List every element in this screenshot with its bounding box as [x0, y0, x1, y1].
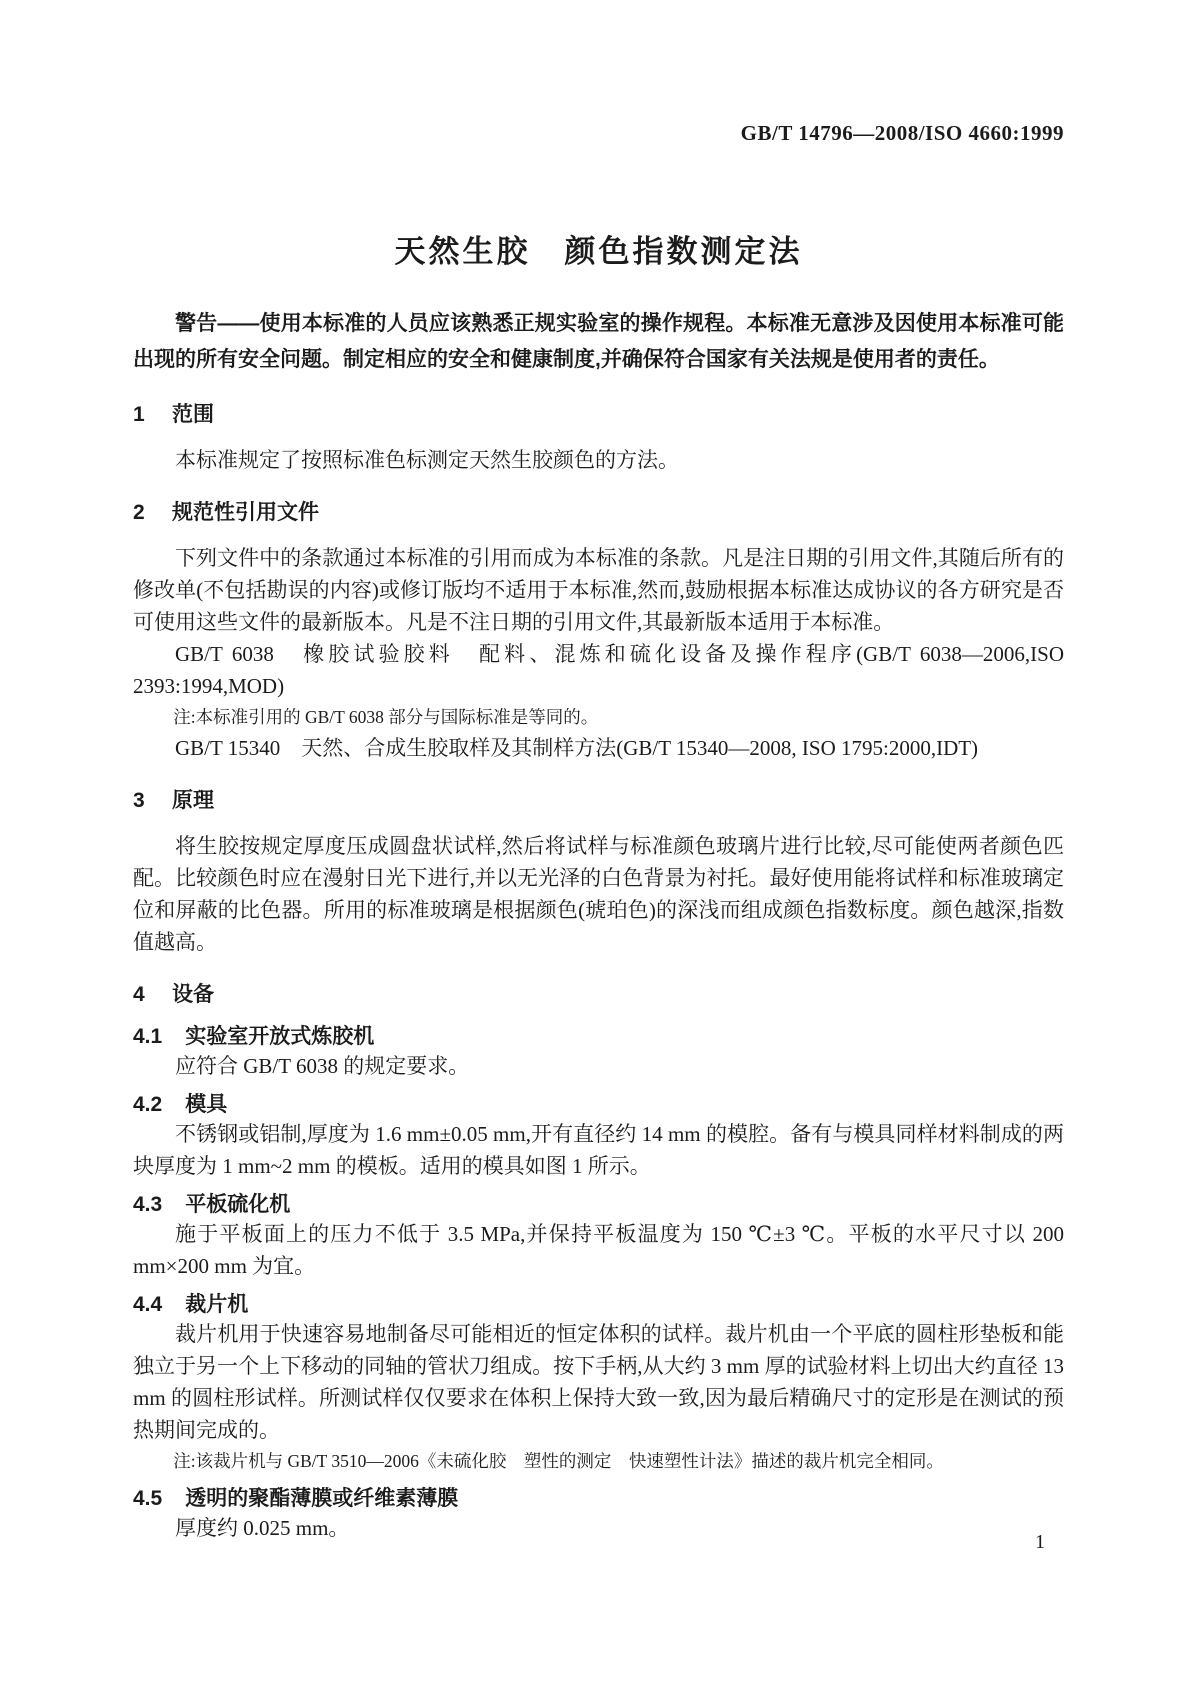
subsection-title: 平板硫化机: [185, 1193, 291, 1216]
subsection-title: 模具: [185, 1093, 228, 1116]
note: 注:本标准引用的 GB/T 6038 部分与国际标准是等同的。: [173, 707, 599, 727]
reference-entry: GB/T 15340 天然、合成生胶取样及其制样方法(GB/T 15340—2008, ISO 1795:2000,IDT): [175, 736, 979, 760]
subsection-title: 实验室开放式炼胶机: [185, 1025, 375, 1048]
paragraph: 应符合 GB/T 6038 的规定要求。: [175, 1054, 470, 1078]
section-title: 原理: [171, 789, 214, 812]
subsection-title: 裁片机: [185, 1293, 249, 1316]
subsection-title: 透明的聚酯薄膜或纤维素薄膜: [185, 1487, 459, 1510]
section-2-heading: [133, 500, 1064, 526]
subsection-number: 4.3: [133, 1193, 163, 1216]
note: 注:该裁片机与 GB/T 3510—2006《未硫化胶 塑性的测定 快速塑性计法》描述的裁片机完全相同。: [173, 1451, 944, 1471]
document-title: 天然生胶 颜色指数测定法: [394, 234, 803, 269]
subsection-4-3-heading: [133, 1192, 1064, 1218]
section-title: 规范性引用文件: [171, 501, 319, 524]
paragraph: 本标准规定了按照标准色标测定天然生胶颜色的方法。: [175, 448, 679, 472]
section-title: 设备: [171, 983, 214, 1006]
paragraph: 厚度约 0.025 mm。: [175, 1516, 350, 1540]
paragraph: 施于平板面上的压力不低于 3.5 MPa,并保持平板温度为 150 ℃±3 ℃。平板的水平尺寸以 200 mm×200 mm 为宜。: [133, 1222, 1064, 1278]
section-3-heading: [133, 788, 1064, 814]
subsection-number: 4.1: [133, 1025, 163, 1048]
subsection-number: 4.2: [133, 1093, 163, 1116]
section-1-heading: [133, 402, 1064, 428]
section-number: 3: [133, 789, 145, 812]
subsection-4-1-heading: [133, 1024, 1064, 1050]
section-number: 4: [133, 983, 145, 1006]
standard-code: GB/T 14796—2008/ISO 4660:1999: [740, 121, 1064, 145]
paragraph: 不锈钢或铝制,厚度为 1.6 mm±0.05 mm,开有直径约 14 mm 的模腔。备有与模具同样材料制成的两块厚度为 1 mm~2 mm 的模板。适用的模具如图 1 所示。: [133, 1122, 1064, 1178]
paragraph: 将生胶按规定厚度压成圆盘状试样,然后将试样与标准颜色玻璃片进行比较,尽可能使两者颜色匹配。比较颜色时应在漫射日光下进行,并以无光泽的白色背景为衬托。最好使用能将试样和标准玻璃定位和屏蔽的比色器。所用的标准玻璃是根据颜色(琥珀色)的深浅而组成颜色指数标度。颜色越深,指数值越高。: [133, 834, 1064, 954]
paragraph: 下列文件中的条款通过本标准的引用而成为本标准的条款。凡是注日期的引用文件,其随后所有的修改单(不包括勘误的内容)或修订版均不适用于本标准,然而,鼓励根据本标准达成协议的各方研究是否可使用这些文件的最新版本。凡是不注日期的引用文件,其最新版本适用于本标准。: [133, 546, 1064, 634]
page-number: 1: [1035, 1531, 1045, 1553]
warning-paragraph: 警告——使用本标准的人员应该熟悉正规实验室的操作规程。本标准无意涉及因使用本标准可能出现的所有安全问题。制定相应的安全和健康制度,并确保符合国家有关法规是使用者的责任。: [133, 312, 1064, 371]
subsection-4-2-heading: [133, 1092, 1064, 1118]
subsection-number: 4.4: [133, 1293, 163, 1316]
paragraph: 裁片机用于快速容易地制备尽可能相近的恒定体积的试样。裁片机由一个平底的圆柱形垫板和能独立于另一个上下移动的同轴的管状刀组成。按下手柄,从大约 3 mm 厚的试验材料上切出大约直径 13 mm 的圆柱形试样。所测试样仅仅要求在体积上保持大致一致,因为最后精确尺寸的定形是在测试的预热期间完成的。: [133, 1322, 1064, 1442]
reference-entry: GB/T 6038 橡胶试验胶料 配料、混炼和硫化设备及操作程序(GB/T 6038—2006,ISO 2393:1994,MOD): [133, 642, 1064, 698]
subsection-4-5-heading: [133, 1486, 1064, 1512]
section-number: 2: [133, 501, 145, 524]
subsection-number: 4.5: [133, 1487, 163, 1510]
section-4-heading: [133, 982, 1064, 1008]
subsection-4-4-heading: [133, 1292, 1064, 1318]
section-number: 1: [133, 403, 145, 426]
section-title: 范围: [171, 403, 214, 426]
